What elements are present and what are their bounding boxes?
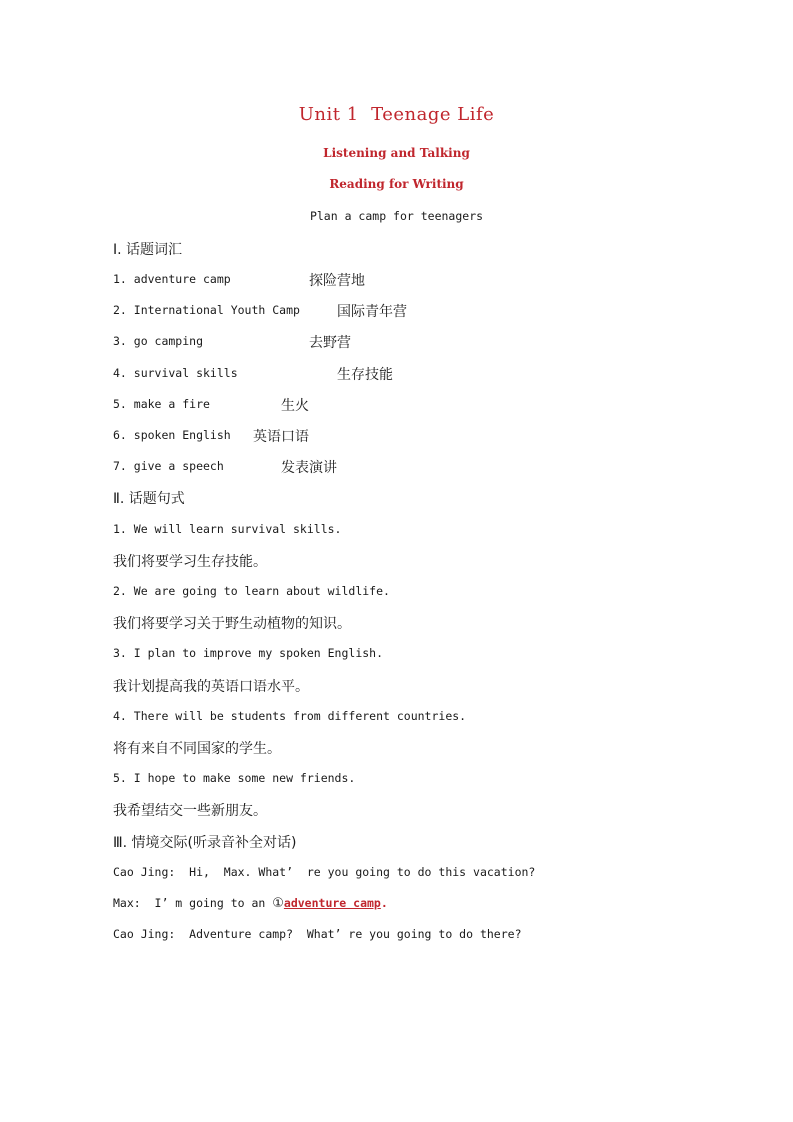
sentence-en: 1. We will learn survival skills. bbox=[113, 522, 342, 536]
section2-heading: Ⅱ. 话题句式 bbox=[113, 491, 185, 507]
vocab-item-en: 6. spoken English bbox=[113, 428, 231, 442]
sentence-en: 2. We are going to learn about wildlife. bbox=[113, 584, 390, 598]
vocab-item-zh: 英语口语 bbox=[253, 429, 309, 445]
vocab-item-zh: 国际青年营 bbox=[337, 304, 407, 320]
subtitle-plan: Plan a camp for teenagers bbox=[309, 209, 484, 223]
section1-heading: Ⅰ. 话题词汇 bbox=[113, 242, 183, 258]
sentence-en: 3. I plan to improve my spoken English. bbox=[113, 646, 384, 660]
dialogue-line: Cao Jing: Hi, Max. What’ re you going to do this vacation? bbox=[113, 865, 536, 879]
vocab-item-zh: 生存技能 bbox=[337, 367, 393, 383]
vocab-item-zh: 生火 bbox=[281, 398, 309, 414]
page-title: Unit 1 Teenage Life bbox=[298, 104, 495, 125]
vocab-item-zh: 探险营地 bbox=[309, 273, 365, 289]
vocab-item-en: 2. International Youth Camp bbox=[113, 303, 300, 317]
answer-blank: adventure camp bbox=[283, 896, 381, 910]
dialogue-line: Cao Jing: Adventure camp? What’ re you going to do there? bbox=[113, 927, 522, 941]
answer-period: . bbox=[380, 896, 388, 910]
section3-heading: Ⅲ. 情境交际(听录音补全对话) bbox=[113, 835, 297, 851]
dialogue-text: Max: I’ m going to an bbox=[113, 896, 273, 910]
sentence-zh: 我希望结交一些新朋友。 bbox=[113, 803, 267, 819]
sentence-zh: 我们将要学习生存技能。 bbox=[113, 554, 267, 570]
vocab-item-en: 3. go camping bbox=[113, 334, 204, 348]
vocab-item-en: 5. make a fire bbox=[113, 397, 210, 411]
vocab-item-en: 1. adventure camp bbox=[113, 272, 231, 286]
sentence-en: 4. There will be students from different countries. bbox=[113, 709, 467, 723]
vocab-item-zh: 发表演讲 bbox=[281, 460, 337, 476]
sentence-zh: 我们将要学习关于野生动植物的知识。 bbox=[113, 616, 351, 632]
subtitle-listening: Listening and Talking bbox=[323, 146, 470, 160]
sentence-zh: 将有来自不同国家的学生。 bbox=[113, 741, 281, 757]
sentence-zh: 我计划提高我的英语口语水平。 bbox=[113, 679, 309, 695]
vocab-item-en: 7. give a speech bbox=[113, 459, 224, 473]
subtitle-reading: Reading for Writing bbox=[329, 177, 464, 191]
dialogue-line bbox=[113, 896, 388, 911]
vocab-item-zh: 去野营 bbox=[309, 335, 351, 351]
circled-number-marker: ① bbox=[272, 896, 284, 911]
sentence-en: 5. I hope to make some new friends. bbox=[113, 771, 356, 785]
vocab-item-en: 4. survival skills bbox=[113, 366, 238, 380]
